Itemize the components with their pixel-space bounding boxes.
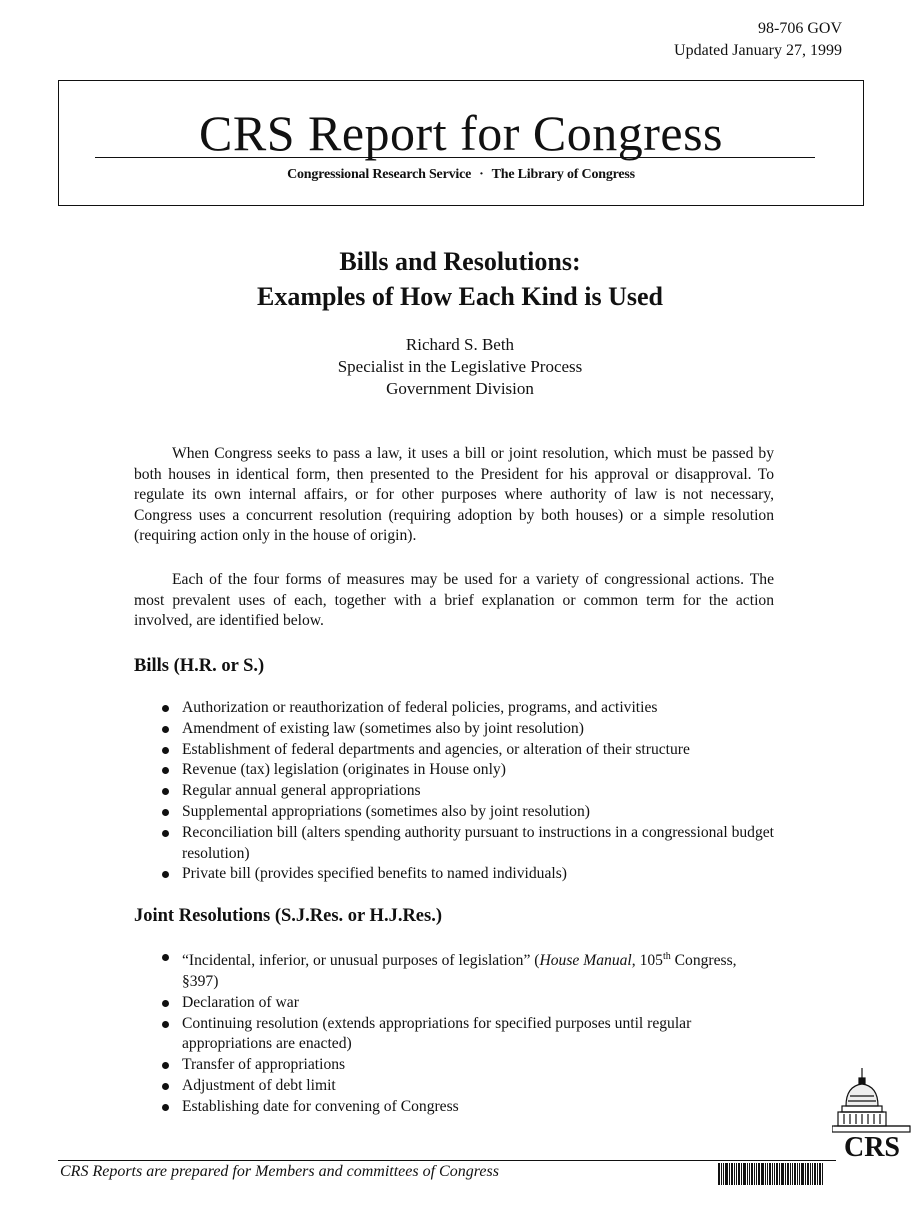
citation-rest: Congress, §397): [182, 952, 737, 990]
barcode-bar: [751, 1163, 753, 1185]
barcode-bar: [754, 1163, 755, 1185]
list-item: Establishment of federal departments and agencies, or alteration of their structure: [160, 740, 774, 761]
document-title: [0, 244, 920, 314]
barcode-bar: [767, 1163, 768, 1185]
barcode-bar: [817, 1163, 818, 1185]
service-name: Congressional Research Service: [287, 167, 472, 182]
barcode-bar: [769, 1163, 771, 1185]
list-item: [160, 947, 774, 993]
banner-title: CRS Report for Congress: [199, 105, 723, 161]
barcode-bar: [765, 1163, 766, 1185]
barcode-bar: [781, 1163, 784, 1185]
barcode-bar: [799, 1163, 800, 1185]
ordinal-suffix: th: [662, 951, 671, 962]
barcode-bar: [729, 1163, 730, 1185]
updated-date: Updated January 27, 1999: [674, 42, 842, 59]
barcode: [718, 1163, 836, 1185]
barcode-bar: [787, 1163, 789, 1185]
author-block: [0, 334, 920, 400]
citation: House Manual: [539, 952, 632, 970]
barcode-bar: [749, 1163, 750, 1185]
list-item: Revenue (tax) legislation (originates in House only): [160, 760, 774, 781]
list-item: Transfer of appropriations: [160, 1055, 774, 1076]
logo-text: CRS: [843, 1132, 901, 1158]
barcode-bar: [747, 1163, 748, 1185]
report-identifier: [674, 18, 842, 62]
report-banner: [58, 80, 864, 206]
barcode-bar: [743, 1163, 746, 1185]
author-division: Government Division: [386, 379, 534, 398]
barcode-bar: [774, 1163, 775, 1185]
list-item: Declaration of war: [160, 993, 774, 1014]
barcode-bar: [779, 1163, 780, 1185]
barcode-bar: [810, 1163, 811, 1185]
barcode-bar: [814, 1163, 816, 1185]
barcode-bar: [734, 1163, 735, 1185]
list-item: Establishing date for convening of Congress: [160, 1097, 774, 1118]
list-item: Reconciliation bill (alters spending authority pursuant to instructions in a congressional budget resolution): [160, 823, 774, 865]
barcode-bar: [725, 1163, 728, 1185]
barcode-bar: [819, 1163, 821, 1185]
barcode-bar: [721, 1163, 722, 1185]
barcode-bar: [772, 1163, 773, 1185]
barcode-bar: [776, 1163, 778, 1185]
barcode-bar: [794, 1163, 796, 1185]
barcode-bar: [805, 1163, 806, 1185]
joint-resolutions-heading: Joint Resolutions (S.J.Res. or H.J.Res.): [134, 906, 442, 926]
author-title: Specialist in the Legislative Process: [337, 357, 583, 376]
list-item: Continuing resolution (extends appropriations for specified purposes until regular appropriations are enacted): [160, 1014, 774, 1056]
forms-paragraph: [134, 570, 774, 632]
intro-paragraph: [134, 444, 774, 547]
footer-rule: [58, 1160, 836, 1161]
bills-list: [160, 698, 774, 885]
quote-text: “Incidental, inferior, or unusual purposes of legislation” (: [182, 952, 540, 970]
list-item: Adjustment of debt limit: [160, 1076, 774, 1097]
barcode-bar: [731, 1163, 733, 1185]
barcode-bar: [736, 1163, 737, 1185]
title-line-1: Bills and Resolutions:: [339, 247, 581, 276]
list-item: Regular annual general appropriations: [160, 781, 774, 802]
banner-subtitle: [59, 167, 863, 183]
separator-dot: ·: [479, 167, 484, 182]
barcode-bar: [718, 1163, 720, 1185]
barcode-bar: [812, 1163, 813, 1185]
list-item: Private bill (provides specified benefits to named individuals): [160, 864, 774, 885]
barcode-bar: [785, 1163, 786, 1185]
title-line-2: Examples of How Each Kind is Used: [257, 282, 663, 311]
footer-note: CRS Reports are prepared for Members and committees of Congress: [60, 1163, 499, 1180]
report-number: 98-706 GOV: [758, 20, 842, 37]
barcode-bar: [738, 1163, 740, 1185]
crs-capitol-logo: [832, 1066, 912, 1158]
list-item: Authorization or reauthorization of federal policies, programs, and activities: [160, 698, 774, 719]
ordinal-number: , 105: [631, 952, 663, 970]
barcode-bar: [761, 1163, 764, 1185]
paragraph-2: Each of the four forms of measures may be used for a variety of congressional actions. The most prevalent uses of each, together with a brief explanation or common term for the action involved, are identified below.: [134, 571, 774, 629]
barcode-bar: [797, 1163, 798, 1185]
barcode-bar: [756, 1163, 757, 1185]
barcode-bar: [801, 1163, 804, 1185]
barcode-bar: [758, 1163, 760, 1185]
barcode-bar: [723, 1163, 724, 1185]
library-name: The Library of Congress: [491, 167, 635, 182]
barcode-bar: [807, 1163, 809, 1185]
list-item: Amendment of existing law (sometimes also by joint resolution): [160, 719, 774, 740]
paragraph-1: When Congress seeks to pass a law, it uses a bill or joint resolution, which must be passed by both houses in identical form, then presented to the President for his approval or disapproval. To regulate its own internal affairs, or for other purposes where authority of law is not necessary, Congress uses a concurrent resolution (requiring adoption by both houses) or a simple resolution (requiring action only in the house of origin).: [134, 445, 774, 544]
barcode-bar: [822, 1163, 823, 1185]
bills-heading: Bills (H.R. or S.): [134, 656, 265, 676]
list-item: Supplemental appropriations (sometimes also by joint resolution): [160, 802, 774, 823]
barcode-bar: [741, 1163, 742, 1185]
banner-rule: [95, 157, 815, 158]
author-name: Richard S. Beth: [405, 335, 515, 354]
joint-resolutions-list: [160, 947, 774, 1118]
barcode-bar: [790, 1163, 791, 1185]
barcode-bar: [792, 1163, 793, 1185]
